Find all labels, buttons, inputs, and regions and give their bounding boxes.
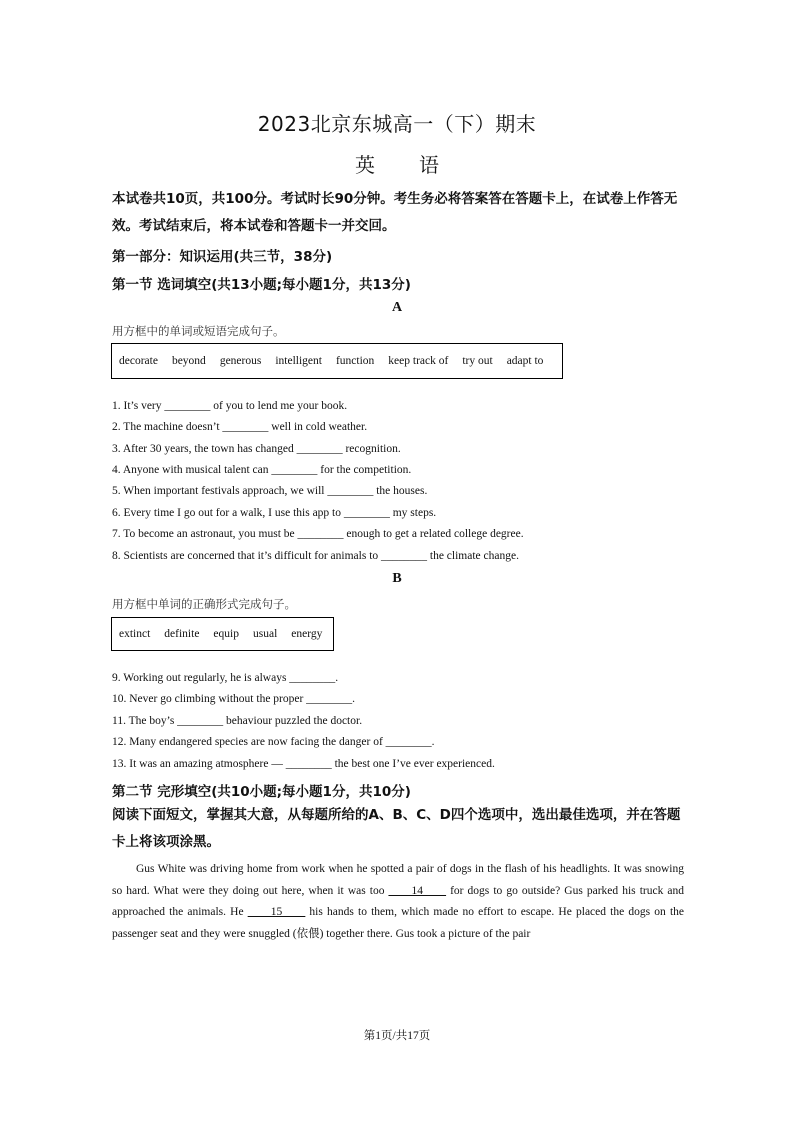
question-item: 9. Working out regularly, he is always ________. — [112, 672, 339, 684]
cloze-paragraph — [112, 859, 684, 946]
exam-instructions: 本试卷共10页，共100分。考试时长90分钟。考生务必将答案答在答题卡上，在试卷上作答无效。考试结束后，将本试卷和答题卡一并交回。 — [112, 191, 678, 234]
exam-title: 2023北京东城高一（下）期末 — [257, 112, 537, 136]
word-box-item: try out — [462, 355, 493, 367]
section-b-letter: B — [392, 571, 402, 586]
question-item: 8. Scientists are concerned that it’s difficult for animals to ________ the climate change. — [112, 550, 519, 562]
cloze-blank-14: ____14____ — [388, 884, 447, 897]
section1-title: 第一节 选词填空(共13小题;每小题1分，共13分) — [112, 277, 411, 293]
section-a-instruction: 用方框中的单词或短语完成句子。 — [112, 324, 285, 338]
word-box-item: decorate — [119, 355, 158, 367]
section2-title: 第二节 完形填空(共10小题;每小题1分，共10分) — [112, 784, 411, 800]
word-box-item: beyond — [171, 355, 206, 367]
cloze-text: Gus White was driving home from work when he spotted a pair of dogs in the flash of his headlights. It was snowing so hard. What were they doing out here, when it was too — [112, 863, 684, 897]
section2-instruction: 阅读下面短文，掌握其大意，从每题所给的A、B、C、D四个选项中，选出最佳选项，并在答题卡上将该项涂黑。 — [112, 807, 681, 850]
part1-title: 第一部分：知识运用(共三节，38分) — [112, 249, 333, 265]
word-box-b — [111, 617, 334, 651]
cloze-text: his hands to them, which made no effort to escape. He placed the dogs on the passenger seat and they were snuggled (依偎) together there. Gus took a picture of the pair — [112, 906, 684, 941]
question-item: 6. Every time I go out for a walk, I use this app to ________ my steps. — [112, 507, 437, 519]
question-item: 7. To become an astronaut, you must be ________ enough to get a related college degree. — [112, 528, 524, 540]
word-box-item: intelligent — [275, 355, 322, 367]
section-a-letter: A — [391, 300, 403, 315]
word-box-item: equip — [213, 628, 239, 640]
word-box-item: generous — [219, 355, 262, 367]
page-footer: 第1页/共17页 — [363, 1030, 431, 1042]
question-item: 10. Never go climbing without the proper ________. — [112, 693, 356, 705]
question-item: 12. Many endangered species are now facing the danger of ________. — [112, 736, 435, 748]
question-item: 3. After 30 years, the town has changed ________ recognition. — [112, 443, 401, 455]
question-item: 13. It was an amazing atmosphere — ________ the best one I’ve ever experienced. — [112, 758, 495, 770]
cloze-text: for dogs to go outside? Gus parked his truck and approached the animals. He — [112, 884, 684, 919]
section-b-instruction: 用方框中单词的正确形式完成句子。 — [112, 597, 296, 611]
subject-char-1: 英 — [355, 153, 375, 177]
question-item: 11. The boy’s ________ behaviour puzzled the doctor. — [112, 715, 363, 727]
cloze-passage — [112, 859, 684, 946]
question-item: 5. When important festivals approach, we will ________ the houses. — [112, 485, 428, 497]
word-box-item: function — [335, 355, 375, 367]
word-box-a — [111, 343, 563, 379]
word-box-item: extinct — [119, 628, 151, 640]
question-item: 4. Anyone with musical talent can ________ for the competition. — [112, 464, 412, 476]
cloze-blank-15: ____15____ — [247, 906, 306, 919]
word-box-item: keep track of — [388, 355, 449, 367]
subject-char-2: 语 — [419, 153, 439, 177]
question-item: 2. The machine doesn’t ________ well in cold weather. — [112, 421, 368, 433]
word-box-item: definite — [164, 628, 200, 640]
question-item: 1. It’s very ________ of you to lend me your book. — [112, 400, 348, 412]
word-box-item: usual — [252, 628, 278, 640]
word-box-item: energy — [291, 628, 323, 640]
subject-heading — [0, 149, 794, 178]
word-box-item: adapt to — [506, 355, 544, 367]
